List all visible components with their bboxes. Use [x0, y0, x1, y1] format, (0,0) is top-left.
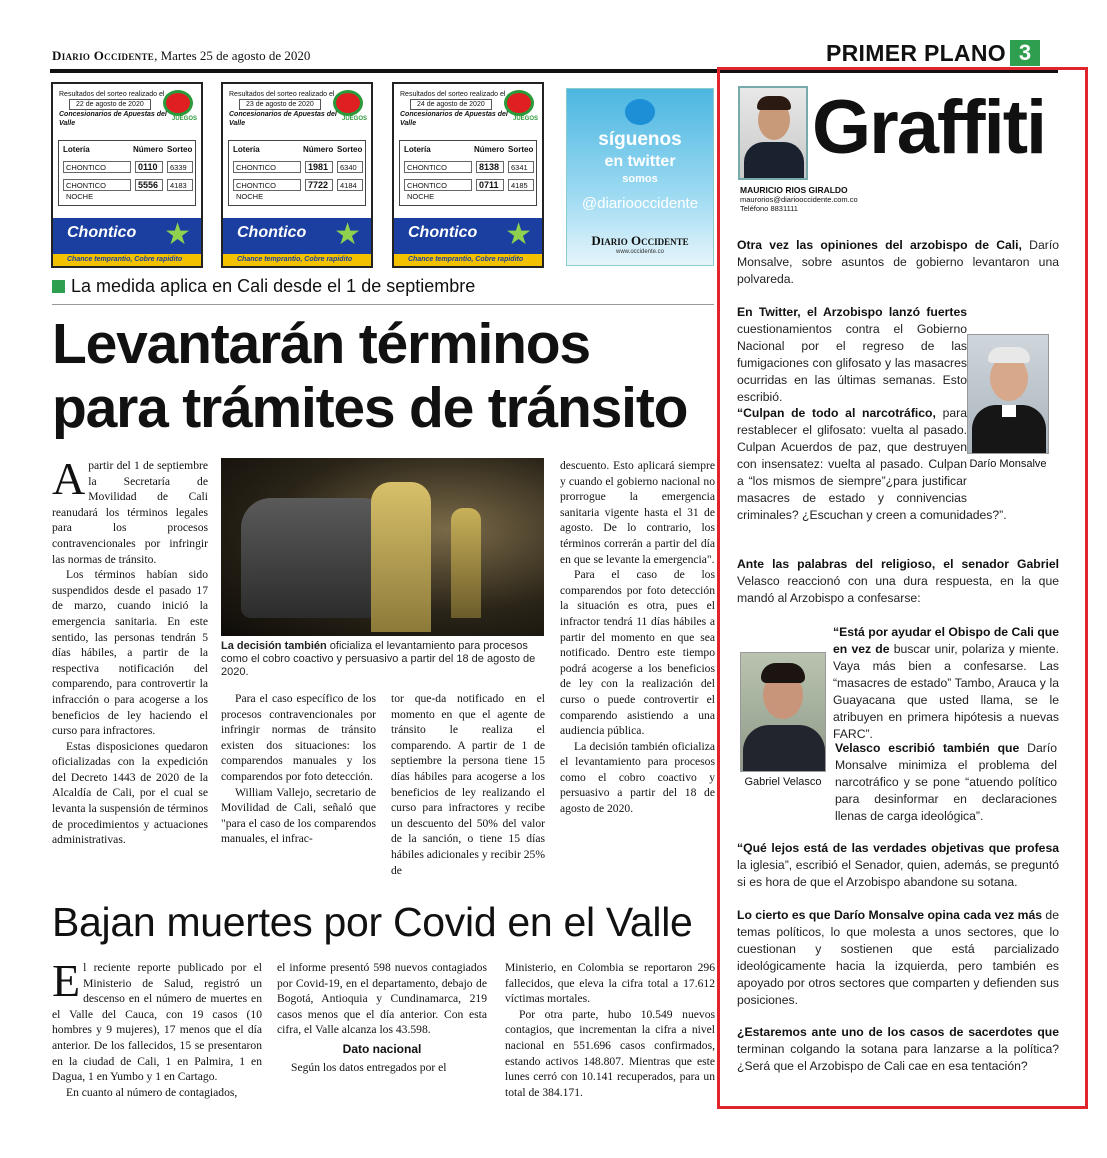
article1-paragraph: Para el caso específico de los procesos contravencionales por infringir normas de tránsito existen dos situaciones: los comparendos manuales y los comparendos por foto detección.	[221, 692, 376, 783]
author-info	[740, 186, 858, 213]
collar-shape	[1002, 405, 1016, 417]
article1-paragraph: La decisión también oficializa el levantamiento para procesos como el cobro coactivo y persuasivo a partir del 18 de agosto de 2020.	[560, 739, 715, 816]
masthead	[52, 48, 310, 64]
dario-monsalve-photo	[967, 334, 1049, 454]
graffiti-text: de temas políticos, lo que molesta a unos sectores, que lo cuestionan y sostienen que está parcializado ideológicamente hacia la izquierda, pero también es apoyado por otros sectores que comparten y defienden sus posiciones.	[737, 908, 1059, 1007]
twitter-ad-line3: somos	[622, 173, 658, 185]
chontico-slogan: Chance temprantio, Cobre rapidito	[223, 254, 371, 266]
juegos-logo-icon	[504, 90, 534, 116]
author-hair-shape	[757, 96, 791, 110]
twitter-bird-icon	[625, 99, 655, 125]
chontico-brand: Chontico	[67, 224, 137, 241]
article2-paragraph: el informe presentó 598 nuevos contagiados por Covid-19, en el departamento, debajo de Bogotá, Antioquia y Cundinamarca, 219 casos menos que el día anterior. Con esta cifra, el Valle alcanza los 43.598.	[277, 961, 487, 1037]
hair-shape	[761, 663, 805, 683]
article2-paragraph	[52, 955, 262, 1085]
graffiti-lead: “Qué lejos está de las verdades objetivas que profesa	[737, 841, 1059, 855]
graffiti-paragraph-6	[835, 740, 1057, 825]
photo-caption	[221, 640, 544, 679]
article2-paragraph: Según los datos entregados por el	[291, 1060, 447, 1074]
chontico-banner	[223, 218, 371, 266]
page-number: 3	[1010, 40, 1040, 66]
twitter-ad-url: www.occidente.co	[615, 249, 665, 255]
author-photo	[738, 86, 808, 180]
article1-paragraph: William Vallejo, secretario de Movilidad de Cali, señaló que "para el caso de los comparendos manuales, el infrac-	[221, 785, 376, 846]
officer-shape	[451, 508, 481, 618]
lottery-draw: 4184	[337, 179, 363, 191]
lottery-draw: 6341	[508, 161, 534, 173]
article2-paragraph: Ministerio, en Colombia se reportaron 296 fallecidos, que eleva la cifra total a 17.612 víctimas mortales.	[505, 961, 715, 1006]
column-header: Lotería	[404, 145, 431, 154]
article1-paragraph	[52, 453, 208, 567]
article1-paragraph: tor que-da notificado en el momento en que el agente de tránsito le realiza el comparendo. A partir de 1 de septiembre la persona tiene 15 días hábiles para acogerse a los beneficios de ley realizando el curso para infractores y recibe un descuento del 50% del valor de la sanción, o tiene 15 días hábiles adicionales y recibir 25% de	[391, 692, 545, 877]
dropcap: A	[52, 453, 86, 504]
dropcap: E	[52, 955, 81, 1006]
article1-paragraph: Estas disposiciones quedaron oficializadas con la expedición del Decreto 1443 de 2020 de la Alcaldía de Cali, por el cual se levanta la suspensión de términos de procedimientos y actuaciones administrativas.	[52, 739, 208, 847]
lottery-number: 0711	[476, 179, 504, 191]
paper-name: Diario Occidente	[52, 48, 155, 63]
lottery-box	[51, 82, 203, 268]
graffiti-text: Darío Monsalve, sobre asuntos de gobierno levantaron una polvareda.	[737, 238, 1059, 286]
headline-line1: Levantarán términos	[52, 312, 590, 376]
lottery-concessionaire: Concesionarios de Apuestas del Valle	[59, 111, 167, 127]
column-header: Sorteo	[337, 145, 363, 154]
lottery-title: Resultados del sorteo realizado el	[229, 91, 335, 98]
kicker-rule	[52, 304, 714, 305]
graffiti-paragraph-8	[737, 907, 1059, 1009]
lottery-name: CHONTICO	[404, 161, 472, 173]
lottery-number: 8138	[476, 161, 504, 173]
caption-lead: La decisión también	[221, 640, 327, 652]
graffiti-text: cuestionamientos contra el Gobierno Nacional por el regreso de las fumigaciones con glifosato y las masacres ocurridas en las últimas semanas. Esto escribió.	[737, 322, 967, 404]
graffiti-paragraph-1	[737, 237, 1059, 288]
star-icon: ★	[334, 218, 361, 251]
lottery-title: Resultados del sorteo realizado el	[59, 91, 165, 98]
article-headline	[52, 312, 722, 440]
article2-column1	[52, 955, 262, 1100]
graffiti-paragraph-9	[737, 1024, 1059, 1075]
graffiti-text: para restablecer el glifosato: vuelta al pasado. Culpan Acuerdos de paz, que destruyen con insensatez: vuelta al pasado. Culpan a “los mismos de siempre”¿para justificar masacres de estado y connivencias criminales? ¿Escuchan y creen a comunidades?”.	[737, 406, 1007, 522]
graffiti-lead: “Culpan de todo al narcotráfico,	[737, 406, 936, 420]
lottery-date: 24 de agosto de 2020	[410, 99, 492, 110]
article2-column3	[505, 960, 715, 1100]
juegos-brand: JUEGOS	[512, 116, 538, 122]
lottery-concessionaire: Concesionarios de Apuestas del Valle	[400, 111, 508, 127]
chontico-brand: Chontico	[237, 224, 307, 241]
section-title: PRIMER PLANO	[826, 39, 1006, 66]
article1-paragraph: Para el caso de los comparendos por foto detección la situación es otra, pues el infractor tendrá 11 días hábiles a partir del momento en que sea notificado. Dentro este tiempo podrá acogerse a los beneficios de ley con la realización del curso o puede controvertir el comparendo asistiendo a una audiencia pública.	[560, 568, 715, 738]
graffiti-paragraph-7	[737, 840, 1059, 891]
graffiti-lead: Ante las palabras del religioso, el senador Gabriel	[737, 557, 1059, 571]
lottery-number: 5556	[135, 179, 163, 191]
article1-column3	[391, 691, 545, 878]
lottery-box	[221, 82, 373, 268]
lottery-draw: 6339	[167, 161, 193, 173]
lottery-draw: 6340	[337, 161, 363, 173]
graffiti-text: Darío Monsalve minimiza el problema del narcotráfico y se pone “atuendo político para desinformar en declaraciones llenas de carga ideológica”.	[835, 741, 1057, 823]
author-email[interactable]: maurorios@diariooccidente.com.co	[740, 195, 858, 204]
author-phone: Teléfono 8831111	[740, 204, 798, 213]
graffiti-lead: Lo cierto es que Darío Monsalve opina cada vez más	[737, 908, 1043, 922]
chontico-slogan: Chance temprantio, Cobre rapidito	[394, 254, 542, 266]
chontico-brand: Chontico	[408, 224, 478, 241]
lottery-number: 1981	[305, 161, 333, 173]
twitter-handle: @diariooccidente	[581, 195, 699, 212]
lottery-number: 7722	[305, 179, 333, 191]
lottery-name: CHONTICO NOCHE	[63, 179, 131, 191]
lottery-name: CHONTICO	[63, 161, 131, 173]
lottery-date: 23 de agosto de 2020	[239, 99, 321, 110]
graffiti-lead: Otra vez las opiniones del arzobispo de Cali,	[737, 238, 1022, 252]
lottery-table	[399, 140, 537, 206]
column-header: Lotería	[63, 145, 90, 154]
column-header: Número	[474, 145, 505, 154]
gabriel-velasco-caption: Gabriel Velasco	[744, 776, 822, 788]
graffiti-text: Velasco reaccionó con una dura respuesta, en la que mandó al Arzobispo a confesarse:	[737, 574, 1059, 605]
article2-paragraph: En cuanto al número de contagiados,	[66, 1085, 238, 1099]
suit-shape	[743, 725, 825, 772]
juegos-logo-icon	[163, 90, 193, 116]
paragraph-text: l reciente reporte publicado por el Ministerio de Salud, registró un descenso en el número de muertes en el Valle del Cauca, con 19 casos (10 hombres y 9 mujeres), 17 menos que el día anterior. De los fallecidos, 15 se presentaron en la ciudad de Cali, 1 en Palmira, 1 en Dagua, 1 en Yumbo y 1 en Cartago.	[52, 961, 262, 1084]
lottery-name: CHONTICO	[233, 161, 301, 173]
lottery-box	[392, 82, 544, 268]
article2-column2	[277, 960, 487, 1075]
graffiti-lead: “Está por ayudar el Obispo de Cali que en vez de	[833, 625, 1059, 656]
article2-paragraph: Por otra parte, hubo 10.549 nuevos contagios, que incrementan la cifra a nivel nacional en 551.696 casos confirmados, estando activos 148.807. Mientras que este lunes cerró con 10.141 recuperados, para un total de 384.171.	[505, 1007, 715, 1099]
star-icon: ★	[505, 218, 532, 251]
article-kicker	[52, 276, 475, 297]
juegos-logo-icon	[333, 90, 363, 116]
article1-paragraph: Los términos habían sido suspendidos desde el pasado 17 de marzo, cuando inició la emergencia sanitaria. En este sentido, las personas tendrán 5 días hábiles, a partir de la respectiva notificación del comparendo, para controvertir la infracción o para acogerse a los beneficios de ley haciendo el curso para infractores.	[52, 568, 208, 738]
lottery-number: 0110	[135, 161, 163, 173]
twitter-ad-brand: Diario Occidente	[591, 233, 689, 248]
twitter-ad-line1: síguenos	[598, 129, 682, 150]
author-suit-shape	[744, 142, 804, 178]
lottery-concessionaire: Concesionarios de Apuestas del Valle	[229, 111, 337, 127]
kicker-text: La medida aplica en Cali desde el 1 de septiembre	[71, 276, 476, 296]
graffiti-text: buscar unir, polariza y miente. Vaya más bien a confesarse. Las “masacres de estado” Tambo, Arauca y la Guayacana que usted llama, se le atribuyen en primera hipótesis a nuevas FARC”.	[833, 642, 1059, 741]
traffic-checkpoint-photo	[221, 458, 544, 636]
chontico-banner	[394, 218, 542, 266]
lottery-name: CHONTICO NOCHE	[404, 179, 472, 191]
lottery-draw: 4185	[508, 179, 534, 191]
column-header: Número	[133, 145, 164, 154]
lottery-draw: 4183	[167, 179, 193, 191]
chontico-slogan: Chance temprantio, Cobre rapidito	[53, 254, 201, 266]
article2-subhead: Dato nacional	[342, 1041, 422, 1056]
author-name: MAURICIO RIOS GIRALDO	[740, 185, 848, 195]
gabriel-velasco-photo	[740, 652, 826, 772]
section-label	[826, 40, 1040, 66]
article1-column4	[560, 458, 715, 817]
lottery-date: 22 de agosto de 2020	[69, 99, 151, 110]
graffiti-lead: En Twitter, el Arzobispo lanzó fuertes	[737, 305, 967, 319]
lottery-header	[229, 90, 339, 128]
article1-paragraph: descuento. Esto aplicará siempre y cuando el gobierno nacional no prorrogue la emergencia sanitaria vigente hasta el 31 de agosto. De lo contrario, los términos correrán a partir del día en que se levante la emergencia".	[560, 459, 715, 566]
graffiti-lead: ¿Estaremos ante uno de los casos de sacerdotes que	[737, 1025, 1059, 1039]
column-header: Número	[303, 145, 334, 154]
kicker-square-icon	[52, 280, 65, 293]
column-header: Lotería	[233, 145, 260, 154]
graffiti-text: terminan colgando la sotana para lanzarse a la política? ¿Será que el Arzobispo de Cali cae en esa tentación?	[737, 1042, 1059, 1073]
twitter-ad[interactable]	[566, 88, 714, 266]
graffiti-title: Graffiti	[812, 85, 1046, 170]
graffiti-lead: Velasco escribió también que	[835, 741, 1020, 755]
chontico-banner	[53, 218, 201, 266]
twitter-ad-line2: en twitter	[604, 153, 676, 170]
article2-headline: Bajan muertes por Covid en el Valle	[52, 899, 693, 945]
graffiti-text: la iglesia”, escribió el Senador, quien, además, se preguntó si es hora de que el Arzobispo abandone su sotana.	[737, 858, 1059, 889]
issue-date: , Martes 25 de agosto de 2020	[154, 48, 311, 63]
article1-column1	[52, 453, 208, 848]
graffiti-paragraph-4	[737, 556, 1059, 607]
lottery-table	[228, 140, 366, 206]
juegos-brand: JUEGOS	[171, 116, 197, 122]
juegos-brand: JUEGOS	[341, 116, 367, 122]
hair-shape	[988, 347, 1030, 363]
column-header: Sorteo	[167, 145, 193, 154]
star-icon: ★	[164, 218, 191, 251]
caption-text: oficializa el levantamiento para procesos como el cobro coactivo y persuasivo a partir del 18 de agosto de 2020.	[221, 640, 536, 678]
paragraph-text: partir del 1 de septiembre la Secretaría de Movilidad de Cali reanudará los términos legales para los procesos contravencionales por infringir las normas de tránsito.	[52, 459, 208, 566]
officer-shape	[371, 482, 431, 632]
lottery-title: Resultados del sorteo realizado el	[400, 91, 506, 98]
lottery-header	[59, 90, 169, 128]
lottery-name: CHONTICO NOCHE	[233, 179, 301, 191]
lottery-header	[400, 90, 510, 128]
headline-line2: para trámites de tránsito	[52, 376, 688, 440]
lottery-table	[58, 140, 196, 206]
article1-column2	[221, 691, 376, 847]
column-header: Sorteo	[508, 145, 534, 154]
dario-monsalve-caption: Darío Monsalve	[969, 458, 1047, 470]
